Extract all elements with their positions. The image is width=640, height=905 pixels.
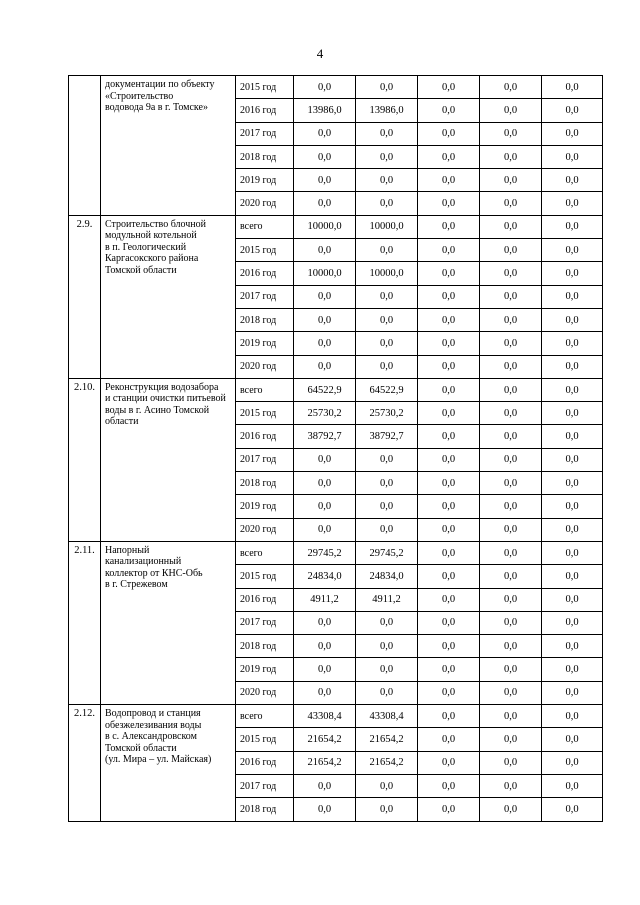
value-cell: 13986,0: [356, 99, 418, 122]
value-cell: 43308,4: [356, 705, 418, 728]
value-cell: 0,0: [294, 169, 356, 192]
value-cell: 0,0: [418, 76, 480, 99]
item-number: [69, 76, 101, 216]
item-name-line: канализационный: [105, 556, 182, 568]
item-name-line: документации по объекту: [105, 79, 215, 90]
item-name: [101, 378, 236, 541]
table-row: [69, 76, 603, 99]
value-cell: 0,0: [418, 192, 480, 215]
value-cell: 0,0: [356, 332, 418, 355]
period-cell: 2018 год: [236, 472, 294, 495]
value-cell: 0,0: [418, 774, 480, 797]
value-cell: 29745,2: [294, 541, 356, 564]
value-cell: 0,0: [542, 448, 603, 471]
value-cell: 0,0: [542, 215, 603, 238]
value-cell: 0,0: [480, 705, 542, 728]
item-name-line: обезжелезивания воды: [105, 719, 202, 731]
table-row: [69, 378, 603, 401]
value-cell: 0,0: [294, 308, 356, 331]
value-cell: 0,0: [356, 285, 418, 308]
value-cell: 0,0: [542, 169, 603, 192]
value-cell: 0,0: [542, 705, 603, 728]
value-cell: 0,0: [480, 76, 542, 99]
table-row: [69, 705, 603, 728]
period-cell: 2015 год: [236, 76, 294, 99]
value-cell: 0,0: [356, 518, 418, 541]
item-number: 2.9.: [69, 215, 101, 378]
value-cell: 0,0: [418, 518, 480, 541]
value-cell: 0,0: [294, 798, 356, 821]
value-cell: 21654,2: [294, 751, 356, 774]
value-cell: 0,0: [356, 76, 418, 99]
value-cell: 0,0: [480, 99, 542, 122]
value-cell: 0,0: [480, 378, 542, 401]
item-name-line: и станции очистки питьевой: [105, 393, 226, 405]
value-cell: 0,0: [418, 588, 480, 611]
value-cell: 0,0: [356, 448, 418, 471]
value-cell: 0,0: [356, 495, 418, 518]
value-cell: 0,0: [542, 658, 603, 681]
value-cell: 0,0: [418, 402, 480, 425]
value-cell: 0,0: [542, 308, 603, 331]
value-cell: 0,0: [542, 798, 603, 821]
value-cell: 0,0: [418, 472, 480, 495]
value-cell: 0,0: [418, 239, 480, 262]
value-cell: 0,0: [480, 798, 542, 821]
value-cell: 10000,0: [294, 262, 356, 285]
value-cell: 0,0: [418, 681, 480, 704]
value-cell: 0,0: [418, 378, 480, 401]
value-cell: 0,0: [356, 635, 418, 658]
period-cell: 2019 год: [236, 495, 294, 518]
page-number: 4: [316, 46, 324, 61]
value-cell: 0,0: [480, 425, 542, 448]
period-cell: 2018 год: [236, 635, 294, 658]
period-cell: 2019 год: [236, 658, 294, 681]
value-cell: 0,0: [480, 495, 542, 518]
value-cell: 0,0: [356, 681, 418, 704]
value-cell: 64522,9: [356, 378, 418, 401]
table-row: [69, 215, 603, 238]
item-name-line: в п. Геологический: [105, 241, 187, 253]
value-cell: 0,0: [542, 774, 603, 797]
value-cell: 0,0: [542, 472, 603, 495]
value-cell: 0,0: [542, 588, 603, 611]
period-cell: всего: [236, 378, 294, 401]
item-number: 2.12.: [69, 705, 101, 821]
item-name-line: Водопровод и станция: [105, 708, 201, 720]
value-cell: 0,0: [480, 355, 542, 378]
value-cell: 0,0: [542, 635, 603, 658]
item-name: [101, 541, 236, 704]
value-cell: 0,0: [356, 611, 418, 634]
value-cell: 10000,0: [294, 215, 356, 238]
period-cell: 2016 год: [236, 262, 294, 285]
value-cell: 0,0: [480, 565, 542, 588]
value-cell: 0,0: [480, 658, 542, 681]
value-cell: 4911,2: [294, 588, 356, 611]
value-cell: 0,0: [542, 378, 603, 401]
table-row: [69, 541, 603, 564]
item-name-line: Реконструкция водозабора: [105, 381, 219, 393]
value-cell: 0,0: [480, 541, 542, 564]
value-cell: 0,0: [418, 541, 480, 564]
value-cell: 25730,2: [294, 402, 356, 425]
period-cell: 2017 год: [236, 122, 294, 145]
value-cell: 64522,9: [294, 378, 356, 401]
value-cell: 0,0: [480, 145, 542, 168]
value-cell: 0,0: [418, 728, 480, 751]
value-cell: 0,0: [542, 495, 603, 518]
value-cell: 0,0: [356, 355, 418, 378]
value-cell: 0,0: [294, 145, 356, 168]
period-cell: 2019 год: [236, 169, 294, 192]
value-cell: 0,0: [418, 215, 480, 238]
period-cell: 2016 год: [236, 425, 294, 448]
value-cell: 0,0: [418, 308, 480, 331]
value-cell: 0,0: [480, 448, 542, 471]
value-cell: 0,0: [356, 192, 418, 215]
value-cell: 0,0: [418, 705, 480, 728]
value-cell: 0,0: [480, 518, 542, 541]
value-cell: 0,0: [294, 448, 356, 471]
item-name-line: Каргасокского района: [105, 253, 199, 265]
value-cell: 0,0: [480, 472, 542, 495]
value-cell: 0,0: [480, 774, 542, 797]
value-cell: 0,0: [480, 239, 542, 262]
period-cell: 2018 год: [236, 145, 294, 168]
value-cell: 0,0: [418, 169, 480, 192]
value-cell: 21654,2: [294, 728, 356, 751]
value-cell: 0,0: [542, 76, 603, 99]
period-cell: 2016 год: [236, 588, 294, 611]
value-cell: 38792,7: [356, 425, 418, 448]
value-cell: 0,0: [480, 611, 542, 634]
value-cell: 0,0: [418, 99, 480, 122]
value-cell: 0,0: [356, 472, 418, 495]
value-cell: 0,0: [418, 635, 480, 658]
value-cell: 21654,2: [356, 751, 418, 774]
value-cell: 0,0: [480, 122, 542, 145]
item-name: [101, 76, 236, 216]
value-cell: 25730,2: [356, 402, 418, 425]
item-name-line: Томской области: [105, 742, 177, 754]
item-name-line: области: [105, 416, 139, 428]
value-cell: 0,0: [418, 798, 480, 821]
value-cell: 0,0: [294, 332, 356, 355]
value-cell: 0,0: [542, 518, 603, 541]
budget-table: [68, 75, 603, 822]
value-cell: 0,0: [480, 192, 542, 215]
value-cell: 0,0: [418, 448, 480, 471]
value-cell: 0,0: [418, 285, 480, 308]
value-cell: 0,0: [542, 425, 603, 448]
value-cell: 0,0: [294, 635, 356, 658]
value-cell: 10000,0: [356, 215, 418, 238]
value-cell: 0,0: [356, 239, 418, 262]
period-cell: 2017 год: [236, 774, 294, 797]
period-cell: 2019 год: [236, 332, 294, 355]
period-cell: 2018 год: [236, 798, 294, 821]
value-cell: 0,0: [542, 285, 603, 308]
value-cell: 0,0: [480, 728, 542, 751]
value-cell: 0,0: [542, 681, 603, 704]
value-cell: 0,0: [480, 169, 542, 192]
period-cell: всего: [236, 215, 294, 238]
item-name-line: воды в г. Асино Томской: [105, 404, 210, 416]
value-cell: 0,0: [542, 402, 603, 425]
value-cell: 24834,0: [356, 565, 418, 588]
item-number: 2.10.: [69, 378, 101, 541]
value-cell: 0,0: [294, 774, 356, 797]
value-cell: 0,0: [542, 262, 603, 285]
value-cell: 0,0: [356, 169, 418, 192]
value-cell: 38792,7: [294, 425, 356, 448]
item-name-line: водовода 9а в г. Томске»: [105, 102, 208, 113]
value-cell: 0,0: [294, 472, 356, 495]
value-cell: 0,0: [418, 355, 480, 378]
value-cell: 0,0: [418, 425, 480, 448]
value-cell: 43308,4: [294, 705, 356, 728]
value-cell: 0,0: [542, 541, 603, 564]
value-cell: 0,0: [294, 122, 356, 145]
value-cell: 0,0: [294, 611, 356, 634]
item-name-line: Напорный: [105, 544, 150, 556]
value-cell: 0,0: [480, 588, 542, 611]
value-cell: 0,0: [294, 192, 356, 215]
item-name-line: «Строительство: [105, 90, 174, 102]
value-cell: 0,0: [418, 751, 480, 774]
period-cell: 2020 год: [236, 681, 294, 704]
value-cell: 0,0: [418, 332, 480, 355]
value-cell: 0,0: [542, 145, 603, 168]
value-cell: 0,0: [480, 215, 542, 238]
value-cell: 29745,2: [356, 541, 418, 564]
item-name-line: коллектор от КНС-Обь: [105, 567, 203, 579]
value-cell: 0,0: [480, 262, 542, 285]
value-cell: 0,0: [542, 565, 603, 588]
period-cell: 2015 год: [236, 402, 294, 425]
value-cell: 0,0: [294, 285, 356, 308]
item-name-line: (ул. Мира – ул. Майская): [105, 754, 212, 766]
item-number: 2.11.: [69, 541, 101, 704]
value-cell: 0,0: [542, 355, 603, 378]
value-cell: 21654,2: [356, 728, 418, 751]
value-cell: 0,0: [294, 239, 356, 262]
period-cell: 2016 год: [236, 751, 294, 774]
value-cell: 0,0: [294, 355, 356, 378]
value-cell: 0,0: [542, 728, 603, 751]
value-cell: 0,0: [294, 495, 356, 518]
value-cell: 0,0: [480, 332, 542, 355]
period-cell: всего: [236, 705, 294, 728]
period-cell: 2015 год: [236, 565, 294, 588]
value-cell: 0,0: [294, 681, 356, 704]
value-cell: 0,0: [356, 774, 418, 797]
value-cell: 24834,0: [294, 565, 356, 588]
period-cell: 2020 год: [236, 518, 294, 541]
value-cell: 0,0: [480, 635, 542, 658]
value-cell: 0,0: [418, 495, 480, 518]
item-name-line: в г. Стрежевом: [105, 579, 168, 591]
period-cell: 2020 год: [236, 192, 294, 215]
period-cell: 2015 год: [236, 239, 294, 262]
value-cell: 0,0: [542, 192, 603, 215]
value-cell: 0,0: [480, 751, 542, 774]
period-cell: 2017 год: [236, 611, 294, 634]
period-cell: 2015 год: [236, 728, 294, 751]
value-cell: 0,0: [356, 798, 418, 821]
value-cell: 0,0: [294, 76, 356, 99]
item-name-line: Строительство блочной: [105, 218, 207, 230]
value-cell: 13986,0: [294, 99, 356, 122]
value-cell: 0,0: [480, 681, 542, 704]
value-cell: 0,0: [542, 611, 603, 634]
value-cell: 0,0: [542, 122, 603, 145]
value-cell: 0,0: [356, 145, 418, 168]
value-cell: 0,0: [294, 658, 356, 681]
value-cell: 0,0: [480, 285, 542, 308]
item-name-line: модульной котельной: [105, 230, 197, 242]
value-cell: 0,0: [418, 262, 480, 285]
value-cell: 10000,0: [356, 262, 418, 285]
value-cell: 0,0: [480, 402, 542, 425]
value-cell: 0,0: [418, 565, 480, 588]
item-name: [101, 705, 236, 821]
value-cell: 0,0: [480, 308, 542, 331]
item-name: [101, 215, 236, 378]
period-cell: 2018 год: [236, 308, 294, 331]
period-cell: 2017 год: [236, 448, 294, 471]
value-cell: 0,0: [542, 751, 603, 774]
value-cell: 4911,2: [356, 588, 418, 611]
item-name-line: Томской области: [105, 264, 177, 276]
value-cell: 0,0: [294, 518, 356, 541]
value-cell: 0,0: [356, 122, 418, 145]
value-cell: 0,0: [418, 122, 480, 145]
period-cell: 2016 год: [236, 99, 294, 122]
value-cell: 0,0: [542, 99, 603, 122]
item-name-line: в с. Александровском: [105, 731, 197, 743]
value-cell: 0,0: [418, 611, 480, 634]
value-cell: 0,0: [356, 658, 418, 681]
value-cell: 0,0: [542, 332, 603, 355]
period-cell: 2020 год: [236, 355, 294, 378]
value-cell: 0,0: [418, 145, 480, 168]
value-cell: 0,0: [356, 308, 418, 331]
value-cell: 0,0: [542, 239, 603, 262]
period-cell: 2017 год: [236, 285, 294, 308]
value-cell: 0,0: [418, 658, 480, 681]
period-cell: всего: [236, 541, 294, 564]
